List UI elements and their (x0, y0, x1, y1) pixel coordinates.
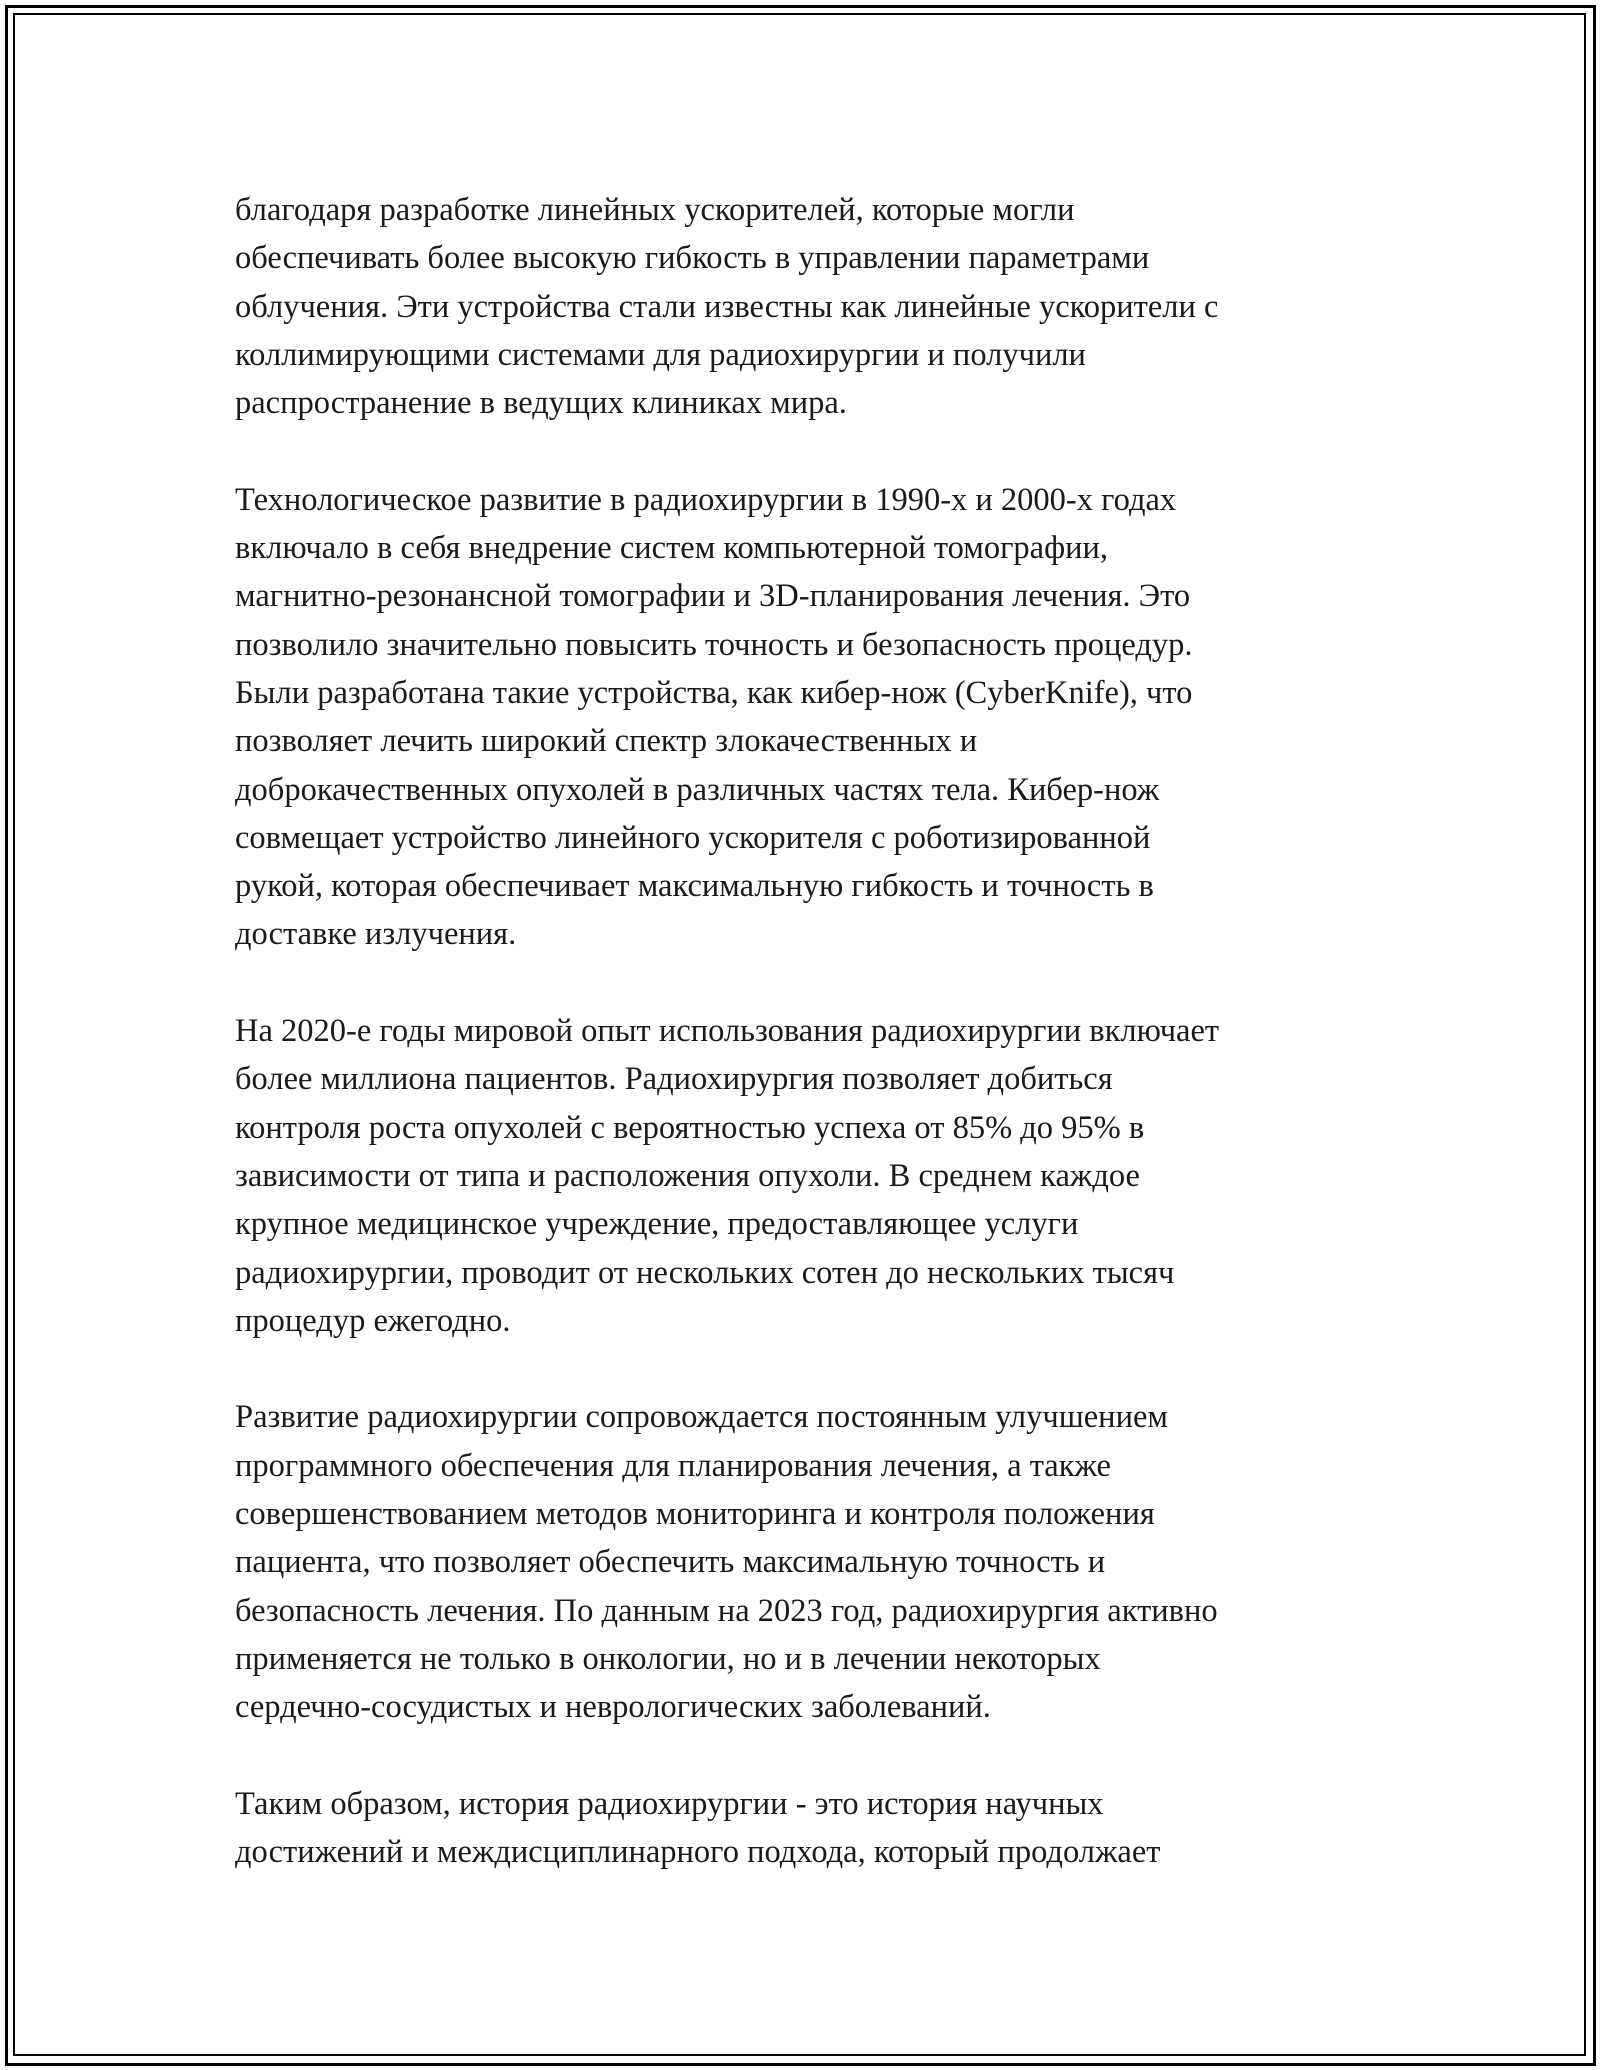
text-line: радиохирургии, проводит от нескольких сотен до нескольких тысяч (235, 1254, 1175, 1291)
text-line: крупное медицинское учреждение, предоставляющее услуги (235, 1206, 1079, 1243)
paragraph-3 (235, 1007, 1365, 1345)
text-line: включало в себя внедрение систем компьютерной томографии, (235, 530, 1109, 567)
text-line: коллимирующими системами для радиохирургии и получили (235, 336, 1086, 373)
text-line: доставке излучения. (235, 916, 517, 953)
text-line: доброкачественных опухолей в различных частях тела. Кибер-нож (235, 771, 1160, 808)
text-line: Таким образом, история радиохирургии - это история научных (235, 1785, 1104, 1822)
text-line: рукой, которая обеспечивает максимальную гибкость и точность в (235, 868, 1154, 905)
document-body (235, 186, 1365, 1925)
text-line: На 2020-е годы мировой опыт использования радиохирургии включает (235, 1013, 1220, 1050)
paragraph-5 (235, 1780, 1365, 1877)
text-line: Развитие радиохирургии сопровождается постоянным улучшением (235, 1399, 1168, 1436)
text-line: сердечно-сосудистых и неврологических заболеваний. (235, 1689, 991, 1726)
text-line: программного обеспечения для планирования лечения, а также (235, 1447, 1111, 1484)
text-line: распространение в ведущих клиниках мира. (235, 385, 847, 422)
text-line: более миллиона пациентов. Радиохирургия позволяет добиться (235, 1061, 1113, 1098)
text-line: Технологическое развитие в радиохирургии в 1990-х и 2000-х годах (235, 481, 1177, 518)
paragraph-2 (235, 476, 1365, 959)
text-line: позволяет лечить широкий спектр злокачественных и (235, 723, 978, 760)
text-line: позволило значительно повысить точность и безопасность процедур. (235, 626, 1193, 663)
text-line: обеспечивать более высокую гибкость в управлении параметрами (235, 240, 1150, 277)
text-line: процедур ежегодно. (235, 1302, 511, 1339)
text-line: пациента, что позволяет обеспечить максимальную точность и (235, 1544, 1106, 1581)
text-line: применяется не только в онкологии, но и в лечении некоторых (235, 1640, 1101, 1677)
text-line: облучения. Эти устройства стали известны как линейные ускорители с (235, 288, 1219, 325)
text-line: благодаря разработке линейных ускорителей, которые могли (235, 192, 1075, 228)
paragraph-1 (235, 186, 1365, 427)
text-line: магнитно-резонансной томографии и 3D-планирования лечения. Это (235, 578, 1191, 615)
text-line: достижений и междисциплинарного подхода, который продолжает (235, 1834, 1161, 1871)
text-line: безопасность лечения. По данным на 2023 год, радиохирургия активно (235, 1592, 1218, 1629)
text-line: Были разработана такие устройства, как кибер-нож (CyberKnife), что (235, 674, 1193, 711)
paragraph-4 (235, 1393, 1365, 1731)
text-line: зависимости от типа и расположения опухоли. В среднем каждое (235, 1157, 1140, 1194)
text-line: контроля роста опухолей с вероятностью успеха от 85% до 95% в (235, 1109, 1145, 1146)
text-line: совмещает устройство линейного ускорителя с роботизированной (235, 819, 1151, 856)
text-line: совершенствованием методов мониторинга и контроля положения (235, 1496, 1155, 1533)
